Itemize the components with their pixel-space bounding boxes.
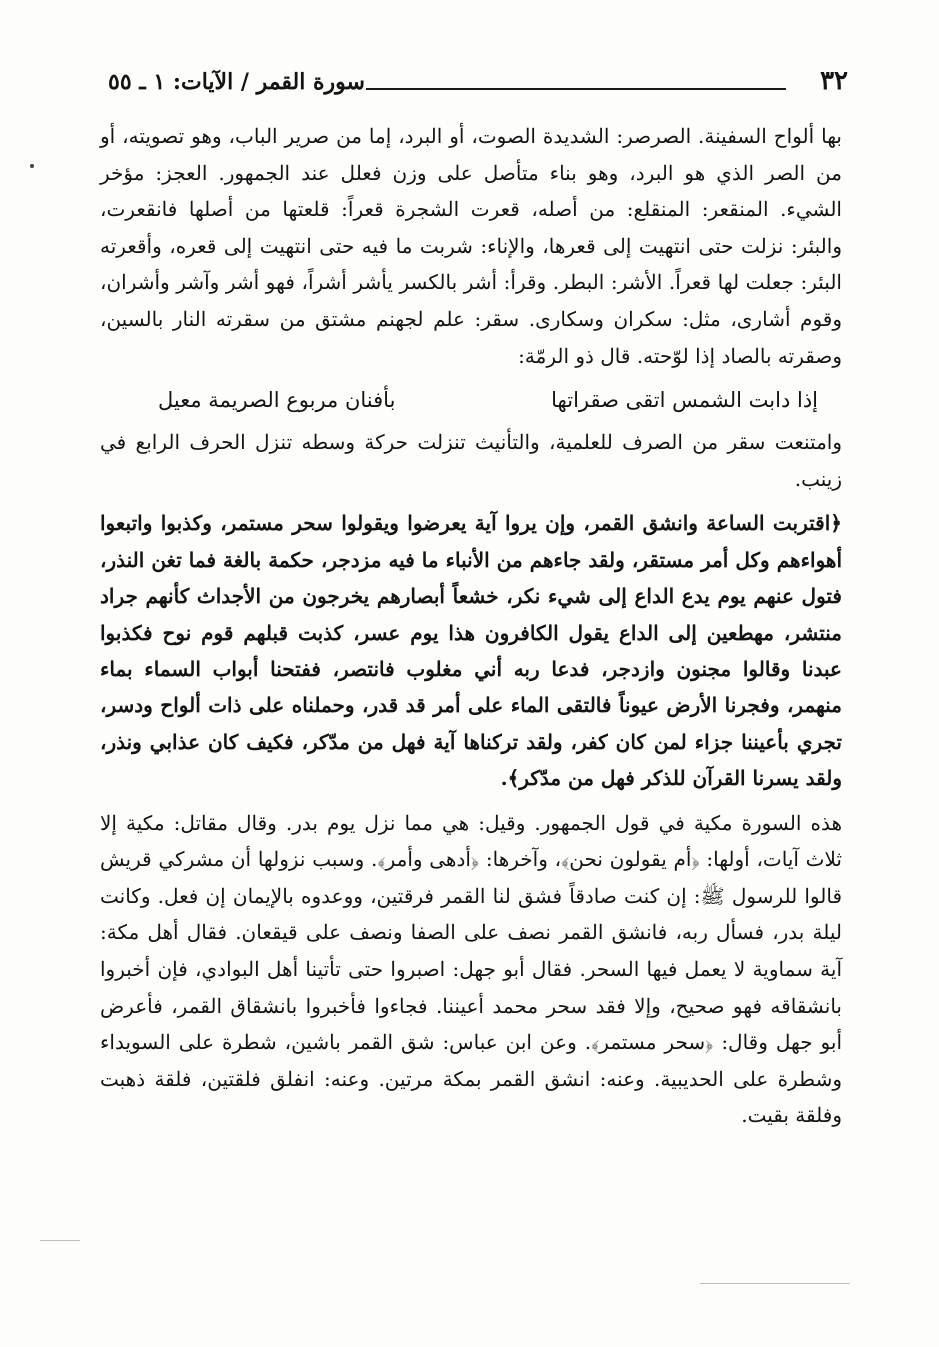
quran-passage: ﴿اقتربت الساعة وانشق القمر، وإن يروا آية يعرضوا ويقولوا سحر مستمر، وكذبوا واتبعوا أهواءهم وكل أمر مستقر، ولقد جاءهم من الأنباء ما فيه مزدجر، حكمة بالغة فما تغن النذر، فتول عنهم يوم يدع الداع إلى شيء نكر، خشعاً أبصارهم يخرجون من الأجداث كأنهم جراد منتشر، مهطعين إلى الداع يقول الكافرون هذا يوم عسر، كذبت قبلهم قوم نوح فكذبوا عبدنا وقالوا مجنون وازدجر، فدعا ربه أني مغلوب فانتصر، ففتحنا أبواب السماء بماء منهمر، وفجرنا الأرض عيوناً فالتقى الماء على أمر قد قدر، وحملناه على ذات ألواح ودسر، تجري بأعيننا جزاء لمن كان كفر، ولقد تركناها آية فهل من مدّكر، فكيف كان عذابي ونذر، ولقد يسرنا القرآن للذكر فهل من مدّكر﴾. [100, 511, 842, 791]
verse-second-hemistich: بأفنان مربوع الصريمة معيل [158, 388, 396, 413]
scan-mark [700, 1283, 850, 1284]
page-header [108, 66, 848, 100]
verse-first-hemistich: إذا دابت الشمس اتقى صقراتها [551, 388, 818, 413]
grammar-paragraph: وامتنعت سقر من الصرف للعلمية، والتأنيث تنزلت حركة وسطه تنزل الحرف الرابع في زينب. [100, 430, 842, 491]
scan-mark [40, 1240, 80, 1241]
commentary-paragraph: هذه السورة مكية في قول الجمهور. وقيل: هي مما نزل يوم بدر. وقال مقاتل: مكية إلا ثلاث آيات، أولها: ﴿أم يقولون نحن﴾، وآخرها: ﴿أدهى وأمر﴾. وسبب نزولها أن مشركي قريش قالوا للرسول ﷺ: إن كنت صادقاً فشق لنا القمر فرقتين، ووعدوه بالإيمان إن فعل. وكانت ليلة بدر، فسأل ربه، فانشق القمر نصف على الصفا ونصف على قيقعان. فقال أهل مكة: آية سماوية لا يعمل فيها السحر. فقال أبو جهل: اصبروا حتى تأتينا أهل البوادي، فإن أخبروا بانشقاقه فهو صحيح، وإلا فقد سحر محمد أعيننا. فجاءوا فأخبروا بانشقاق القمر، فأعرض أبو جهل وقال: ﴿سحر مستمر﴾. وعن ابن عباس: شق القمر باشين، شطرة على السويداء وشطرة على الحديبية. وعنه: انشق القمر بمكة مرتين. وعنه: انفلق فلقتين، فلقة ذهبت وفلقة بقيت. [100, 810, 843, 1128]
poetry-verse [100, 380, 842, 420]
page-body [100, 118, 842, 1134]
margin-speck [30, 164, 34, 168]
running-head: سورة القمر / الآيات: ١ ـ ٥٥ [108, 69, 365, 95]
page-number: ٣٢ [820, 66, 848, 96]
lexical-paragraph: بها ألواح السفينة. الصرصر: الشديدة الصوت، أو البرد، إما من صرير الباب، وهو تصويته، أو من الصر الذي هو البرد، وهو بناء متأصل على وزن فعلل عند الجمهور. العجز: مؤخر الشيء. المنقعر: المنقلع: من أصله، قعرت الشجرة قعراً: قلعتها من أصلها فانقعرت، والبئر: نزلت حتى انتهيت إلى قعرها، والإناء: شربت ما فيه حتى انتهيت إلى قعره، وأقعرته البئر: جعلت لها قعراً. الأشر: البطر. وقرأ: أشر بالكسر يأشر أشراً، فهو أشر وآشر وأشران، وقوم أشارى، مثل: سكران وسكارى. سقر: علم لجهنم مشتق من سقرته النار بالسين، وصقرته بالصاد إذا لوّحته. قال ذو الرمّة: [100, 124, 842, 368]
header-rule [366, 88, 786, 90]
